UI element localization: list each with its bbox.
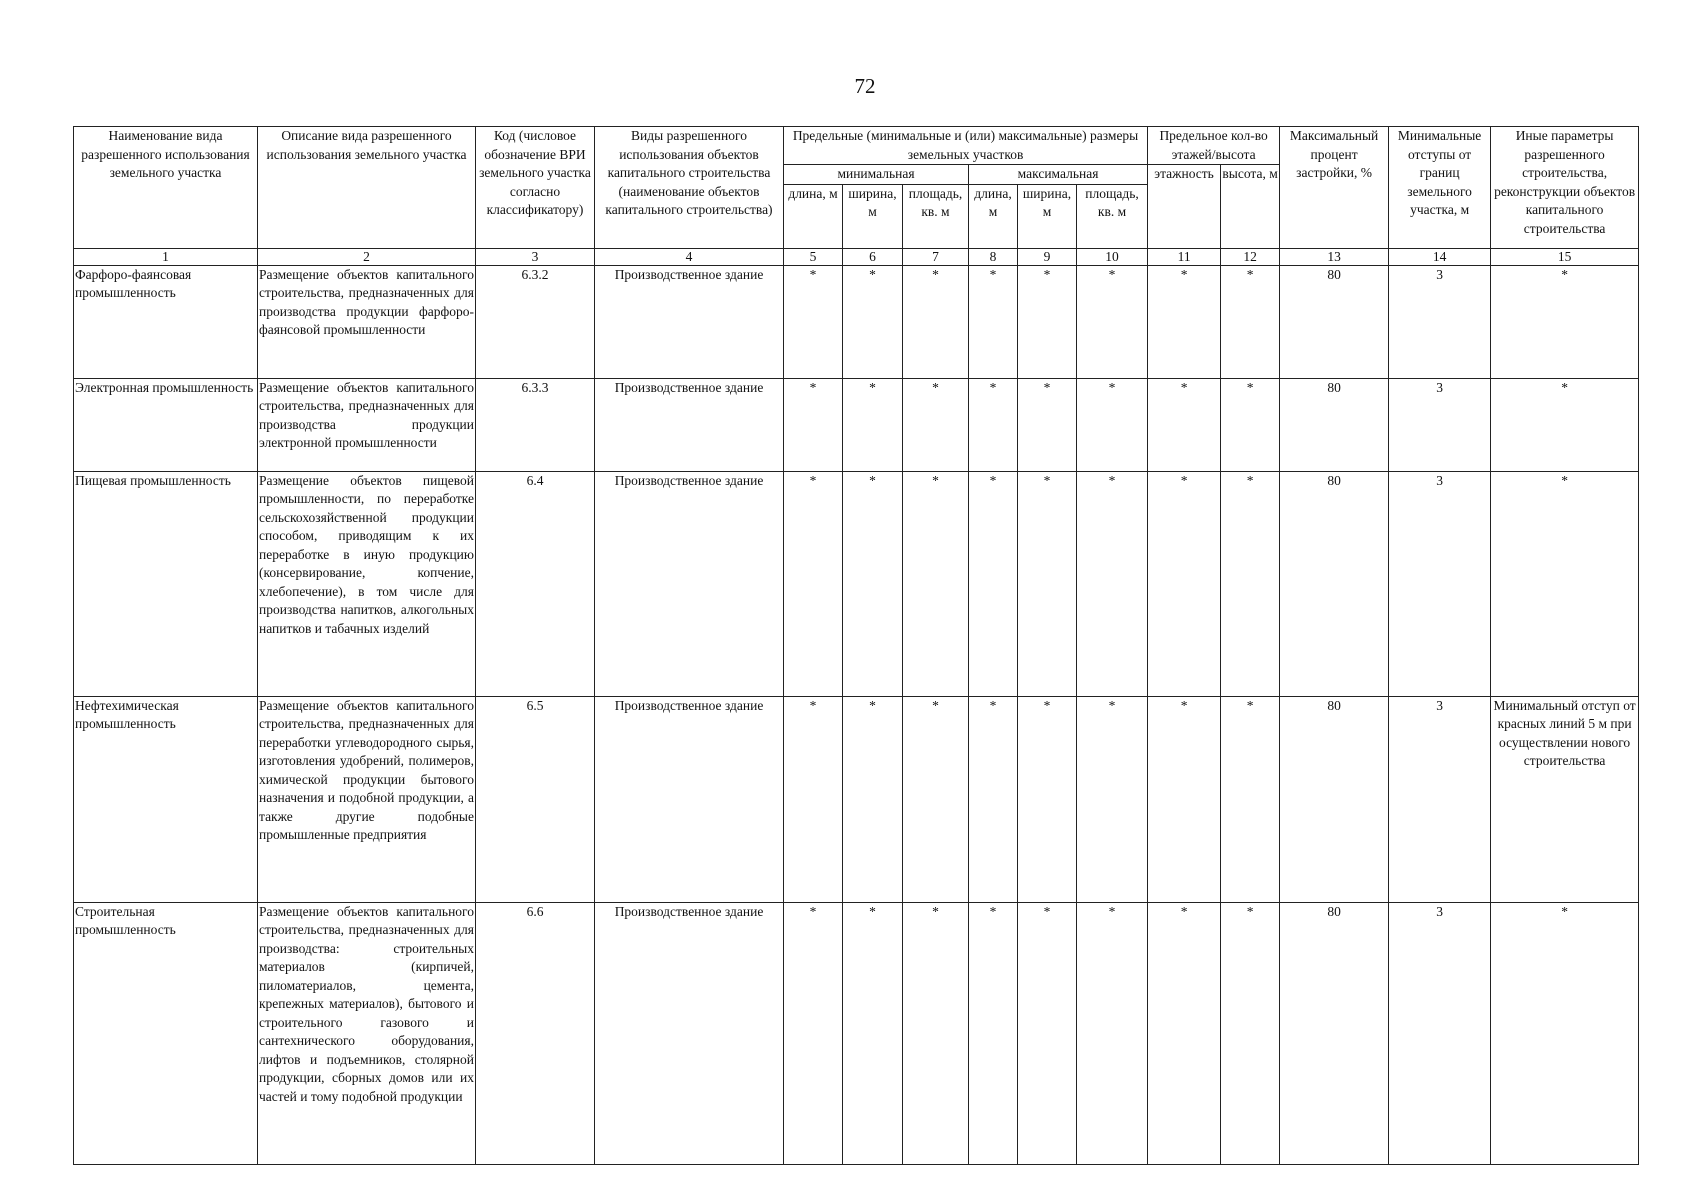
building-type: Производственное здание xyxy=(595,265,784,378)
max-coverage: 80 xyxy=(1280,902,1389,1164)
land-use-description: Размещение объектов капитального строительства, предназначенных для производства продукции фарфоро-фаянсовой промышленности xyxy=(258,265,476,378)
other-parameters: Минимальный отступ от красных линий 5 м при осуществлении нового строительства xyxy=(1491,696,1639,902)
max-width: * xyxy=(1018,471,1077,696)
other-parameters: * xyxy=(1491,471,1639,696)
column-number: 12 xyxy=(1221,248,1280,265)
max-area: * xyxy=(1077,471,1148,696)
header-plot-size-limits: Предельные (минимальные и (или) максимальные) размеры земельных участков xyxy=(784,127,1148,165)
min-area: * xyxy=(903,696,969,902)
min-area: * xyxy=(903,265,969,378)
min-length: * xyxy=(784,378,843,471)
column-number: 1 xyxy=(74,248,258,265)
header-min-area: площадь, кв. м xyxy=(903,184,969,248)
min-width: * xyxy=(843,471,903,696)
column-number: 10 xyxy=(1077,248,1148,265)
height: * xyxy=(1221,471,1280,696)
floors: * xyxy=(1148,471,1221,696)
min-length: * xyxy=(784,265,843,378)
min-setback: 3 xyxy=(1389,471,1491,696)
max-coverage: 80 xyxy=(1280,471,1389,696)
max-width: * xyxy=(1018,696,1077,902)
min-length: * xyxy=(784,696,843,902)
land-use-name: Пищевая промышленность xyxy=(74,471,258,696)
max-width: * xyxy=(1018,378,1077,471)
min-length: * xyxy=(784,471,843,696)
max-area: * xyxy=(1077,378,1148,471)
height: * xyxy=(1221,378,1280,471)
column-number: 5 xyxy=(784,248,843,265)
other-parameters: * xyxy=(1491,902,1639,1164)
land-use-code: 6.6 xyxy=(476,902,595,1164)
max-coverage: 80 xyxy=(1280,378,1389,471)
land-use-name: Фарфоро-фаянсовая промышленность xyxy=(74,265,258,378)
min-setback: 3 xyxy=(1389,378,1491,471)
building-type: Производственное здание xyxy=(595,378,784,471)
header-building-use-types: Виды разрешенного использования объектов капитального строительства (наименование объектов капитального строительства) xyxy=(595,127,784,249)
column-number-row xyxy=(74,248,1639,265)
table-row xyxy=(74,471,1639,696)
min-width: * xyxy=(843,265,903,378)
land-use-description: Размещение объектов капитального строительства, предназначенных для производства: строительных материалов (кирпичей, пиломатериалов, цемента, крепежных материалов), бытового и строительного газового и сантехнического оборудования, лифтов и подъемников, столярной продукции, сборных домов или их частей и тому подобной продукции xyxy=(258,902,476,1164)
header-minimum: минимальная xyxy=(784,165,969,185)
header-land-use-code: Код (числовое обозначение ВРИ земельного участка согласно классификатору) xyxy=(476,127,595,249)
header-floor-limits: Предельное кол-во этажей/высота xyxy=(1148,127,1280,165)
column-number: 13 xyxy=(1280,248,1389,265)
building-type: Производственное здание xyxy=(595,696,784,902)
column-number: 7 xyxy=(903,248,969,265)
column-number: 6 xyxy=(843,248,903,265)
column-number: 11 xyxy=(1148,248,1221,265)
column-number: 4 xyxy=(595,248,784,265)
max-area: * xyxy=(1077,902,1148,1164)
min-width: * xyxy=(843,696,903,902)
land-use-description: Размещение объектов капитального строительства, предназначенных для производства продукции электронной промышленности xyxy=(258,378,476,471)
header-maximum: максимальная xyxy=(969,165,1148,185)
table-row xyxy=(74,265,1639,378)
floors: * xyxy=(1148,265,1221,378)
min-area: * xyxy=(903,471,969,696)
max-width: * xyxy=(1018,902,1077,1164)
column-number: 9 xyxy=(1018,248,1077,265)
other-parameters: * xyxy=(1491,265,1639,378)
header-max-length: длина, м xyxy=(969,184,1018,248)
land-use-description: Размещение объектов капитального строительства, предназначенных для переработки углеводородного сырья, изготовления удобрений, полимеров, химической продукции бытового назначения и подобной продукции, а также другие подобные промышленные предприятия xyxy=(258,696,476,902)
table-row xyxy=(74,378,1639,471)
land-use-code: 6.5 xyxy=(476,696,595,902)
land-use-code: 6.4 xyxy=(476,471,595,696)
table-row xyxy=(74,696,1639,902)
header-max-coverage: Максимальный процент застройки, % xyxy=(1280,127,1389,249)
column-number: 3 xyxy=(476,248,595,265)
land-use-description: Размещение объектов пищевой промышленности, по переработке сельскохозяйственной продукции способом, приводящим к их переработке в иную продукцию (консервирование, копчение, хлебопечение), в том числе для производства напитков, алкогольных напитков и табачных изделий xyxy=(258,471,476,696)
column-number: 15 xyxy=(1491,248,1639,265)
min-area: * xyxy=(903,378,969,471)
header-min-setbacks: Минимальные отступы от границ земельного участка, м xyxy=(1389,127,1491,249)
building-type: Производственное здание xyxy=(595,471,784,696)
other-parameters: * xyxy=(1491,378,1639,471)
max-length: * xyxy=(969,696,1018,902)
min-setback: 3 xyxy=(1389,696,1491,902)
max-length: * xyxy=(969,378,1018,471)
zoning-regulations-table xyxy=(73,126,1639,1165)
max-width: * xyxy=(1018,265,1077,378)
header-min-width: ширина, м xyxy=(843,184,903,248)
header-max-width: ширина, м xyxy=(1018,184,1077,248)
min-area: * xyxy=(903,902,969,1164)
height: * xyxy=(1221,265,1280,378)
max-area: * xyxy=(1077,696,1148,902)
building-type: Производственное здание xyxy=(595,902,784,1164)
land-use-name: Строительная промышленность xyxy=(74,902,258,1164)
max-length: * xyxy=(969,902,1018,1164)
height: * xyxy=(1221,902,1280,1164)
land-use-code: 6.3.2 xyxy=(476,265,595,378)
table-row xyxy=(74,902,1639,1164)
floors: * xyxy=(1148,902,1221,1164)
header-max-area: площадь, кв. м xyxy=(1077,184,1148,248)
height: * xyxy=(1221,696,1280,902)
header-land-use-description: Описание вида разрешенного использования земельного участка xyxy=(258,127,476,249)
max-length: * xyxy=(969,471,1018,696)
min-length: * xyxy=(784,902,843,1164)
header-min-length: длина, м xyxy=(784,184,843,248)
column-number: 14 xyxy=(1389,248,1491,265)
land-use-name: Нефтехимическая промышленность xyxy=(74,696,258,902)
max-length: * xyxy=(969,265,1018,378)
header-other-parameters: Иные параметры разрешенного строительства, реконструкции объектов капитального строительства xyxy=(1491,127,1639,249)
header-floors: этажность xyxy=(1148,165,1221,249)
max-area: * xyxy=(1077,265,1148,378)
floors: * xyxy=(1148,696,1221,902)
min-width: * xyxy=(843,902,903,1164)
min-width: * xyxy=(843,378,903,471)
land-use-code: 6.3.3 xyxy=(476,378,595,471)
land-use-name: Электронная промышленность xyxy=(74,378,258,471)
column-number: 2 xyxy=(258,248,476,265)
column-number: 8 xyxy=(969,248,1018,265)
max-coverage: 80 xyxy=(1280,696,1389,902)
max-coverage: 80 xyxy=(1280,265,1389,378)
min-setback: 3 xyxy=(1389,902,1491,1164)
floors: * xyxy=(1148,378,1221,471)
header-height: высота, м xyxy=(1221,165,1280,249)
min-setback: 3 xyxy=(1389,265,1491,378)
header-land-use-name: Наименование вида разрешенного использования земельного участка xyxy=(74,127,258,249)
page-number: 72 xyxy=(854,74,876,98)
